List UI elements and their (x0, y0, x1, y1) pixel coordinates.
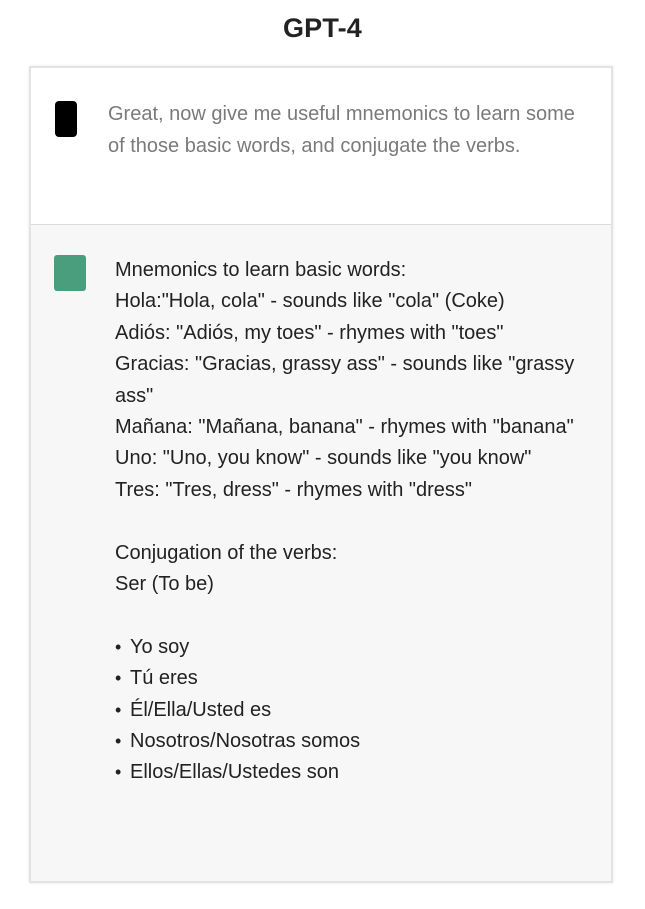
bullet-icon: • (115, 699, 122, 720)
page-title: GPT-4 (282, 13, 363, 43)
paragraph-spacer (115, 600, 575, 631)
assistant-avatar (54, 255, 86, 291)
conjugation-item (115, 726, 575, 757)
mnemonic-line: Mañana: "Mañana, banana" - rhymes with "banana" (115, 416, 574, 439)
conjugation-text: Ellos/Ellas/Ustedes son (130, 761, 339, 784)
conjugation-text: Tú eres (130, 667, 198, 690)
conjugation-item (115, 632, 575, 663)
conjugation-text: Yo soy (130, 635, 190, 658)
bullet-icon: • (115, 668, 122, 689)
verb-title: Ser (To be) (115, 573, 214, 596)
user-message-text: Great, now give me useful mnemonics to learn some of those basic words, and conjugate the verbs. (108, 103, 575, 157)
conjugation-text: Él/Ella/Usted es (130, 698, 272, 721)
mnemonic-line: Gracias: "Gracias, grassy ass" - sounds like "grassy ass" (115, 353, 575, 407)
paragraph-spacer (115, 506, 575, 537)
mnemonics-heading: Mnemonics to learn basic words: (115, 259, 407, 281)
assistant-message-text (115, 255, 575, 789)
mnemonic-line: Tres: "Tres, dress" - rhymes with "dress" (115, 478, 472, 501)
user-avatar (55, 101, 77, 137)
bullet-icon: • (115, 731, 122, 752)
mnemonic-line: Adiós: "Adiós, my toes" - rhymes with "toes" (115, 321, 504, 344)
bullet-icon: • (115, 636, 122, 657)
conjugation-item (115, 695, 575, 726)
mnemonic-line: Uno: "Uno, you know" - sounds like "you know" (115, 447, 532, 470)
conjugation-text: Nosotros/Nosotras somos (130, 730, 361, 753)
chat-transcript (29, 66, 613, 883)
assistant-message-row (31, 225, 611, 881)
user-message-row (31, 68, 611, 225)
conjugation-item (115, 663, 575, 694)
mnemonic-line: Hola:"Hola, cola" - sounds like "cola" (Coke) (115, 290, 505, 313)
conjugation-item (115, 757, 575, 788)
conjugation-heading: Conjugation of the verbs: (115, 541, 338, 564)
conjugation-list (115, 632, 575, 789)
bullet-icon: • (115, 762, 122, 783)
